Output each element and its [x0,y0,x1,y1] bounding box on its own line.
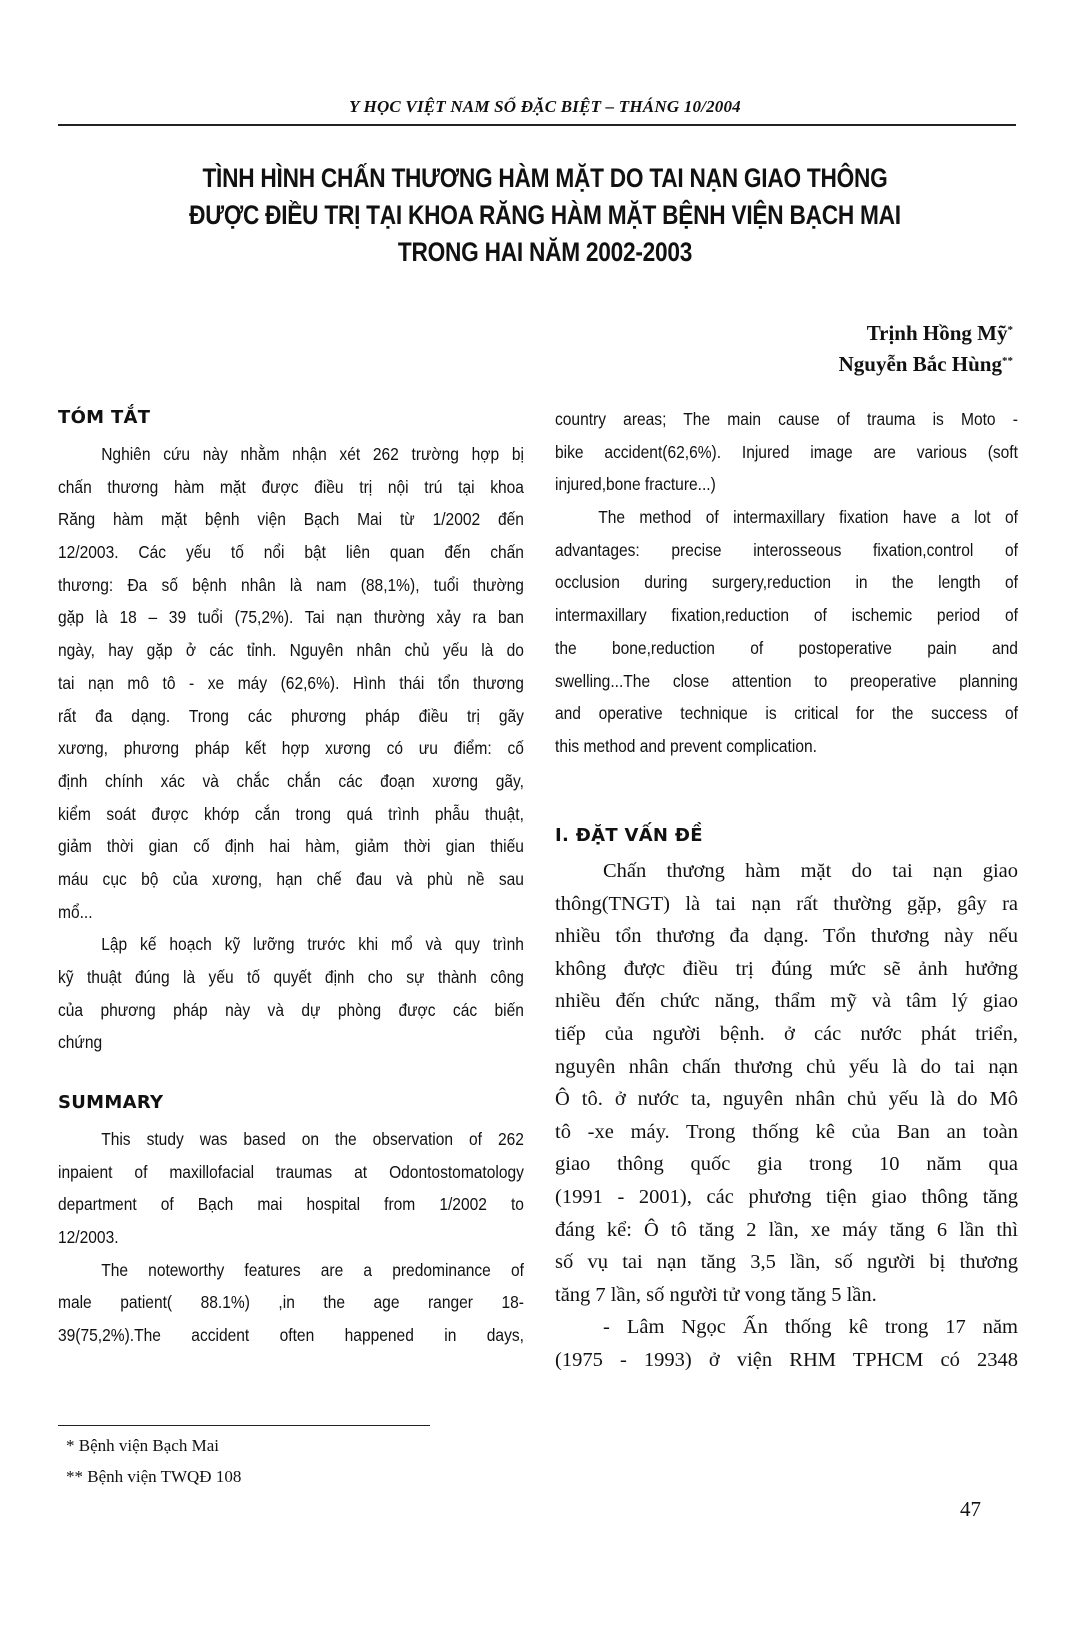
text-line: nhiều tổn thương đa dạng. Tổn thương này nếu [555,925,1018,948]
footnote: ** Bệnh viện TWQĐ 108 [66,1467,242,1486]
author [839,318,1013,349]
text-line: (1991 - 2001), các phương tiện giao thông tăng [555,1185,1018,1208]
author [839,349,1013,380]
text-line: Lập kế hoạch kỹ lưỡng trước khi mổ và quy trình [101,934,524,955]
introduction-body [555,855,1018,1377]
text-line: thông(TNGT) là tai nạn rất thường gặp, gây ra [555,892,1018,915]
text-line: Nghiên cứu này nhằm nhận xét 262 trường hợp bị [101,444,524,464]
text-line: inpaient of maxillofacial traumas at Odontostomatology [58,1161,524,1182]
text-line: không được điều trị đúng mức sẽ ảnh hưởng [555,957,1018,980]
text-line: thương: Đa số bệnh nhân là nam (88,1%), tuổi thường [58,574,524,595]
text-line: máu cục bộ của xương, hạn chế đau và phù nề sau [58,868,524,889]
text-line: 12/2003. Các yếu tố nổi bật liên quan đến chấn [58,542,524,563]
title-line: ĐƯỢC ĐIỀU TRỊ TẠI KHOA RĂNG HÀM MẶT BỆNH VIỆN BẠCH MAI [189,200,901,230]
abstract-english-continued [555,403,1018,763]
text-line: swelling...The close attention to preoperative planning [555,670,1018,691]
text-line: xương, phương pháp kết hợp xương có ưu điểm: cố [58,738,524,759]
text-line: tô -xe máy. Trong thống kê của Ban an toàn [555,1120,1018,1143]
text-line: giao thông quốc gia trong 10 năm qua [555,1153,1018,1176]
title-line: TÌNH HÌNH CHẤN THƯƠNG HÀM MẶT DO TAI NẠN GIAO THÔNG [202,163,888,193]
text-line: 39(75,2%).The accident often happened in days, [58,1325,524,1346]
author-name: Nguyễn Bắc Hùng [838,352,1002,376]
text-line: intermaxillary fixation,reduction of ischemic period of [555,605,1018,626]
text-line: the bone,reduction of postoperative pain and [555,637,1018,658]
text-line: bike accident(62,6%). Injured image are various (soft [555,441,1018,462]
author-list [839,318,1013,380]
text-line: chấn thương hàm mặt được điều trị nội trú tại khoa [58,476,524,497]
text-line: kiểm soát được khớp cắn trong quá trình phẫu thuật, [58,803,524,824]
running-header: Y HỌC VIỆT NAM SỐ ĐẶC BIỆT – THÁNG 10/2004 [349,97,741,116]
text-line: tăng 7 lần, số người tử vong tăng 5 lần. [555,1283,877,1306]
section-heading: SUMMARY [58,1092,164,1113]
section-heading: I. ĐẶT VẤN ĐỀ [555,825,703,846]
text-line: chứng [58,1032,103,1053]
text-line: định chính xác và chắc chắn các đoạn xương gãy, [58,770,524,791]
author-name: Trịnh Hồng Mỹ [866,321,1008,345]
text-line: nhiều đến chức năng, thẩm mỹ và tâm lý giao [555,990,1018,1013]
text-line: kỹ thuật đúng là yếu tố quyết định cho sự thành công [58,967,524,987]
text-line: số vụ tai nạn tăng 3,5 lần, số người bị thương [555,1251,1018,1274]
text-line: tiếp của người bệnh. ở các nước phát triển, [555,1022,1018,1045]
text-line: Ô tô. ở nước ta, nguyên nhân chủ yếu là do Mô [555,1088,1018,1111]
page-number: 47 [960,1497,981,1521]
text-line: injured,bone fracture...) [555,474,716,495]
text-line: this method and prevent complication. [555,735,817,756]
text-line: (1975 - 1993) ở viện RHM TPHCM có 2348 [555,1348,1018,1371]
header-rule [58,124,1016,126]
text-line: male patient( 88.1%) ,in the age ranger 18- [58,1292,524,1313]
text-line: mổ... [58,901,93,922]
abstract-english [58,1087,524,1352]
text-line: advantages: precise interosseous fixation,control of [555,539,1018,560]
text-line: gặp là 18 – 39 tuổi (75,2%). Tai nạn thường xảy ra ban [58,607,524,628]
text-line: Chấn thương hàm mặt do tai nạn giao [603,860,1018,882]
author-affiliation-mark: ** [1002,355,1013,367]
text-line: giảm thời gian cố định hai hàm, giảm thời gian thiếu [58,836,524,857]
author-affiliation-mark: * [1007,324,1013,336]
section-heading: TÓM TẮT [58,407,151,428]
text-line: country areas; The main cause of trauma is Moto - [555,409,1018,429]
footnote-rule [58,1425,430,1426]
text-line: - Lâm Ngọc Ấn thống kê trong 17 năm [603,1316,1018,1339]
footnotes [66,1430,241,1492]
section-introduction [555,820,1018,856]
title-line: TRONG HAI NĂM 2002-2003 [397,237,693,267]
text-line: rất đa dạng. Trong các phương pháp điều trị gãy [58,705,524,726]
text-line: Răng hàm mặt bệnh viện Bạch Mai từ 1/2002 đến [58,509,524,530]
text-line: đáng kể: Ô tô tăng 2 lần, xe máy tăng 6 lần thì [555,1218,1018,1241]
text-line: 12/2003. [58,1227,119,1248]
footnote: * Bệnh viện Bạch Mai [66,1436,219,1455]
text-line: and operative technique is critical for the success of [555,703,1018,724]
article-title [87,160,1003,271]
text-line: occlusion during surgery,reduction in the length of [555,572,1018,593]
text-line: The method of intermaxillary fixation have a lot of [598,507,1018,528]
text-line: department of Bạch mai hospital from 1/2002 to [58,1194,524,1215]
text-line: The noteworthy features are a predominance of [101,1259,524,1280]
text-line: This study was based on the observation of 262 [101,1129,524,1149]
text-line: ngày, hay gặp ở các tỉnh. Nguyên nhân chủ yếu là do [58,640,524,661]
text-line: của phương pháp này và dự phòng được các biến [58,999,524,1020]
text-line: tai nạn mô tô - xe máy (62,6%). Hình thái tổn thương [58,672,524,693]
abstract-vietnamese [58,402,524,1059]
text-line: nguyên nhân chấn thương chủ yếu là do tai nạn [555,1055,1018,1078]
